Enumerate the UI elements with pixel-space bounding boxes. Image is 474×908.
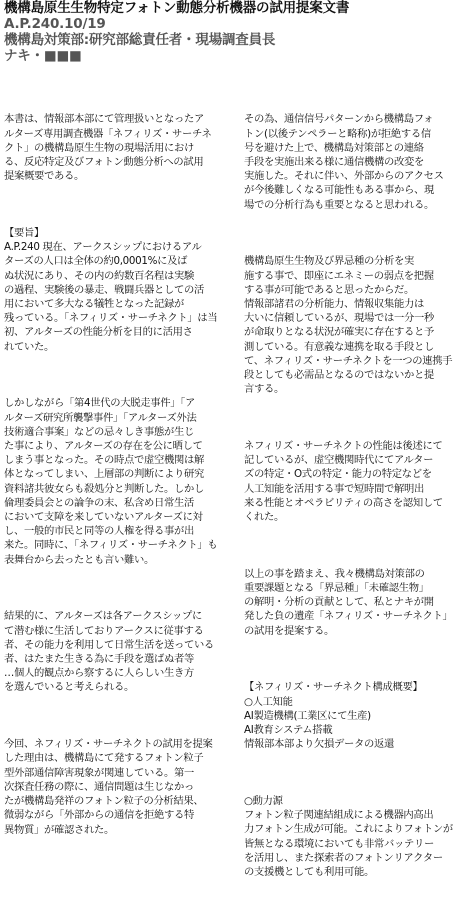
performance-paragraph: ネフィリズ・サーチネクトの性能は後述にて 記しているが、虚空機関時代にてアルター ズの特定・O式の特定・能力の特定などを 人工知能を活用する事で短時間で解明出 来る性能とオペラビリティの高さを認知して くれた。: [244, 440, 443, 524]
document-header: [4, 0, 470, 64]
left-column: [4, 84, 229, 865]
structure-overview: 【ネフィリズ・サーチネクト構成概要】 ○人工知能 AI製造機構(工業区にて生産) AI教育システム搭載 情報部本部より欠損データの返還: [244, 681, 423, 751]
intro-paragraph: 本書は、情報部本部にて管理扱いとなったア ルターズ専用調査機器「ネフィリズ・サーチネ クト」の機構島原生生物の現場活用におけ る、反応特定及びフォトン動態分析への試用 提案概要である。: [4, 113, 212, 183]
proposal-paragraph: 以上の事を踏まえ、我々機構島対策部の 重要課題となる「界忌種」「未確認生物」 の解明・分析の貢献として、私とナキが開 発した負の遺産「ネフィリズ・サーチネクト」 の試用を提案する。: [244, 567, 453, 637]
document-number: A.P.240.10/19: [4, 16, 106, 32]
author-department: 機構島対策部:研究部総責任者・現場調査員長: [4, 32, 276, 48]
result-paragraph: 結果的に、アルターズは各アークスシップに て潜む様に生活しておりアークスに従事する 者、その能力を利用して日常生活を送っている 者、はたまた生きる為に手段を選ばぬ者等 …個人的観点から察するに人らしい生き方 を選んでいると考えられる。: [4, 610, 214, 694]
background-paragraph: しかしながら「第4世代の大脱走事件」「ア ルターズ研究所襲撃事件」「アルターズ外法 技術適合事案」などの忌々しき事態が生じ た事により、アルターズの存在を公に晒して しまう事となった。その時点で虚空機関は解 体となってしまい、上層部の判断により研究 資料諸共彼女らも殺処分と判断した。しかし 倫理委員会との論争の末、私含め日常生活 において支障を来していないアルターズに対 し、一般的市民と同等の人権を得る事が出 来た。同時に、「ネフィリズ・サーチネクト」も 表舞台から去ったとも言い難い。: [4, 397, 218, 566]
analysis-paragraph: 機構島原生生物及び界忌種の分析を実 施する事で、即座にエネミーの弱点を把握 する事が可能であると思ったからだ。 情報部諸君の分析能力、情報収集能力は 大いに信頼しているが、現場では一分一秒 が命取りとなる状況が確実に存在すると予 測している。有意義な連携を取る手段とし て、ネフィリズ・サーチネクトを一つの連携手 段としても必需品となるのではないかと提 言する。: [244, 255, 453, 396]
author-name: ナキ・■■■: [4, 48, 82, 64]
power-source-section: ○動力源 フォトン粒子関連結組成による機器内高出 力フォトン生成が可能。これによりフォトンが 皆無となる環境においても非常バッテリー を活用し、また探索者のフォトンリアクター の支援機としても利用可能。: [244, 795, 453, 879]
right-column: [244, 84, 469, 908]
communication-paragraph: その為、通信信号パターンから機構島フォ トン(以後テンペラーと略称)が拒絶する信 号を避けた上で、機構島対策部との連絡 手段を実施出来る様に通信機構の改変を 実施した。それに伴い、外部からのアクセス が今後難しくなる可能性もある事から、現 場での分析行為も重要となると思われる。: [244, 113, 444, 211]
summary-paragraph: 【要旨】 A.P.240 現在、アークスシップにおけるアル ターズの人口は全体の約0,0001%に及ば ぬ状況にあり、その内の約数百名程は実験 の過程、実験後の暴走、戦闘兵器としての活 用において多大なる犠牲となった記録が 残っている。「ネフィリズ・サーチネクト」は当 初、アルターズの性能分析を目的に活用さ れていた。: [4, 227, 218, 353]
document-title: 機構島原生生物特定フォトン動態分析機器の試用提案文書: [4, 0, 350, 16]
reason-paragraph: 今回、ネフィリズ・サーチネクトの試用を提案 した理由は、機構島にて発するフォトン粒子 型外部通信障害現象が関連している。第一 次探査任務の際に、通信問題は生じなかっ たが機構島発祥のフォトン粒子の分析結果、 微弱ながら「外部からの通信を拒絶する特 異物質」が確認された。: [4, 738, 213, 836]
